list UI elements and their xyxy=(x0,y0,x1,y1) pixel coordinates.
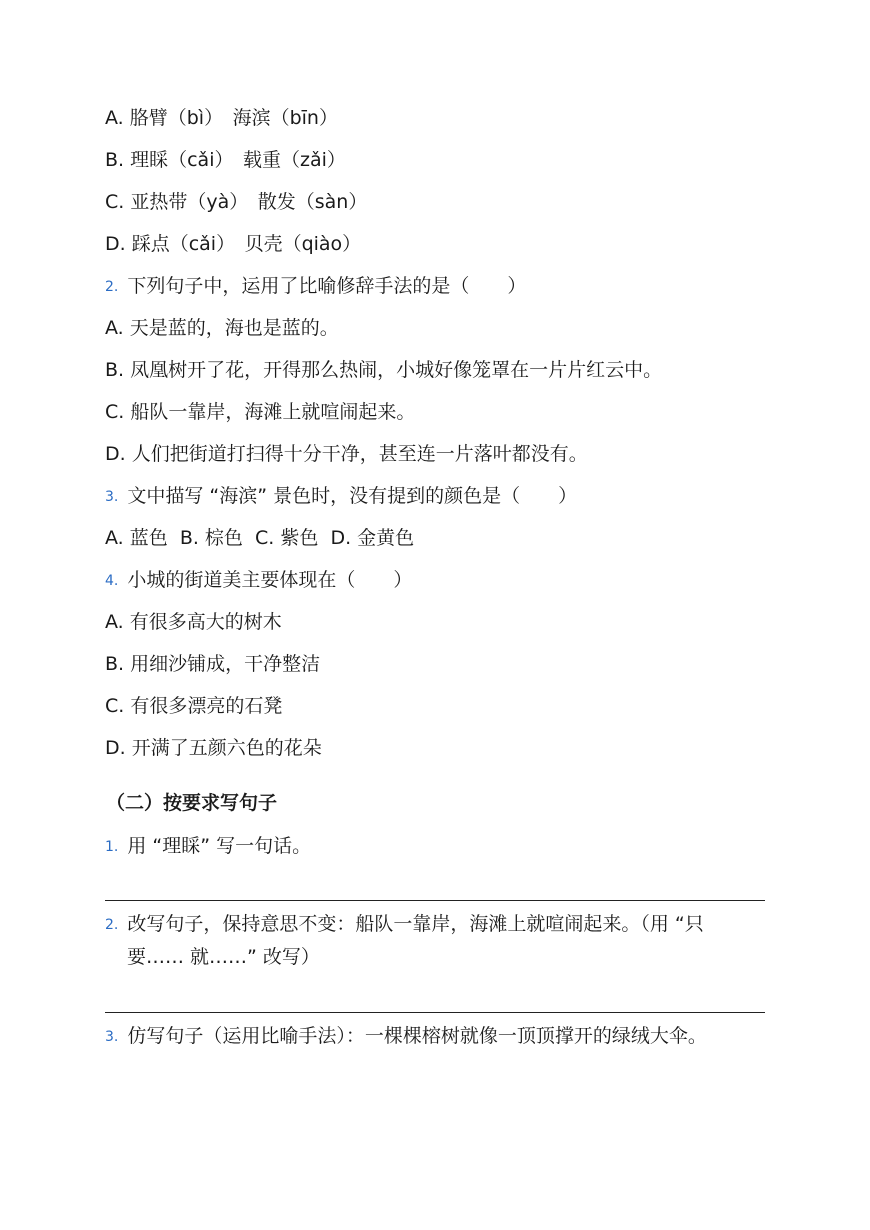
s2-item-3-text: 仿写句子（运用比喻手法）：一棵棵榕树就像一顶顶撑开的绿绒大伞。 xyxy=(127,1025,707,1047)
q2-stem-line xyxy=(105,275,526,298)
q4-stem: 小城的街道美主要体现在（ ） xyxy=(127,569,413,591)
q3-stem: 文中描写 “海滨” 景色时，没有提到的颜色是（ ） xyxy=(127,485,578,507)
answer-line-1[interactable] xyxy=(105,900,765,901)
q2-number: 2. xyxy=(105,279,119,295)
q2-option-a: A. 天是蓝的，海也是蓝的。 xyxy=(105,317,339,339)
q2-option-c: C. 船队一靠岸，海滩上就喧闹起来。 xyxy=(105,401,416,423)
s2-item-1 xyxy=(105,835,311,858)
s2-item-2 xyxy=(105,913,704,936)
s2-item-2-text-cont: 要…… 就……” 改写） xyxy=(127,946,320,968)
section-title: （二）按要求写句子 xyxy=(106,792,278,814)
q3-options: A. 蓝色 B. 棕色 C. 紫色 D. 金黄色 xyxy=(105,527,415,549)
q1-option-b: B. 理睬（cǎi） 载重（zǎi） xyxy=(105,149,346,171)
answer-line-2[interactable] xyxy=(105,1012,765,1013)
s2-item-3-number: 3. xyxy=(105,1029,119,1045)
s2-item-2-number: 2. xyxy=(105,917,119,933)
q2-option-b: B. 凤凰树开了花，开得那么热闹，小城好像笼罩在一片片红云中。 xyxy=(105,359,663,381)
q4-stem-line xyxy=(105,569,412,592)
s2-item-2-text: 改写句子，保持意思不变：船队一靠岸，海滩上就喧闹起来。（用 “只 xyxy=(127,913,704,935)
q4-number: 4. xyxy=(105,573,119,589)
s2-item-1-number: 1. xyxy=(105,839,119,855)
q2-stem: 下列句子中，运用了比喻修辞手法的是（ ） xyxy=(127,275,527,297)
q4-option-d: D. 开满了五颜六色的花朵 xyxy=(105,737,322,759)
q1-option-c: C. 亚热带（yà） 散发（sàn） xyxy=(105,191,368,213)
q4-option-b: B. 用细沙铺成，干净整洁 xyxy=(105,653,321,675)
q2-option-d: D. 人们把街道打扫得十分干净，甚至连一片落叶都没有。 xyxy=(105,443,588,465)
q1-option-d: D. 踩点（cǎi） 贝壳（qiào） xyxy=(105,233,362,255)
s2-item-3 xyxy=(105,1025,707,1048)
q4-option-c: C. 有很多漂亮的石凳 xyxy=(105,695,283,717)
s2-item-1-text: 用 “理睬” 写一句话。 xyxy=(127,835,312,857)
q1-option-a: A. 胳臂（bì） 海滨（bīn） xyxy=(105,107,338,129)
q3-stem-line xyxy=(105,485,577,508)
q3-number: 3. xyxy=(105,489,119,505)
q4-option-a: A. 有很多高大的树木 xyxy=(105,611,282,633)
